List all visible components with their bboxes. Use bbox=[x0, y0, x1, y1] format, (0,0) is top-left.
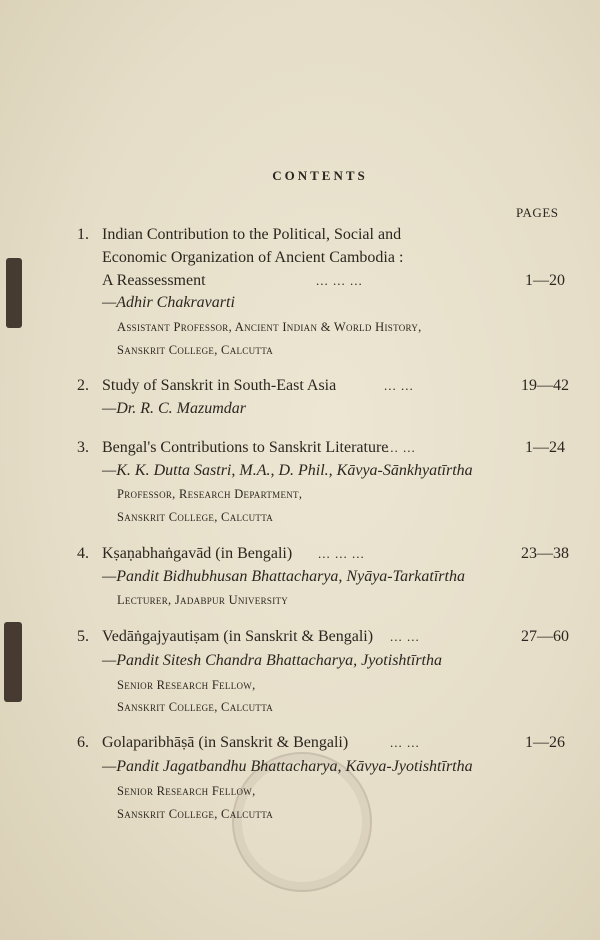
entry-pages: 19—42 bbox=[521, 377, 569, 394]
entry-pages: 23—38 bbox=[521, 545, 569, 562]
dot-leaders: ... ... bbox=[390, 735, 420, 750]
entry-author: —Dr. R. C. Mazumdar bbox=[102, 400, 247, 417]
entry-affiliation: Senior Research Fellow, bbox=[117, 784, 256, 798]
entry-number: 1. bbox=[77, 226, 89, 243]
entry-title: Indian Contribution to the Political, Social and bbox=[102, 226, 402, 243]
entry-pages: 27—60 bbox=[521, 628, 569, 645]
entry-title: Study of Sanskrit in South-East Asia bbox=[102, 377, 337, 394]
entry-author: —Pandit Jagatbandhu Bhattacharya, Kāvya-Jyotishtīrtha bbox=[102, 758, 473, 775]
entry-number: 2. bbox=[77, 377, 89, 394]
entry-affiliation: Senior Research Fellow, bbox=[117, 678, 256, 692]
entry-affiliation: Sanskrit College, Calcutta bbox=[117, 510, 274, 524]
entry-title: Bengal's Contributions to Sanskrit Literature bbox=[102, 439, 389, 456]
entry-affiliation: Sanskrit College, Calcutta bbox=[117, 807, 274, 821]
entry-affiliation: Assistant Professor, Ancient Indian & World History, bbox=[117, 320, 422, 334]
dot-leaders: ... ... bbox=[386, 440, 416, 455]
entry-title: Vedāṅgajyautiṣam (in Sanskrit & Bengali) bbox=[102, 628, 374, 645]
entry-pages: 1—26 bbox=[525, 734, 565, 751]
contents-heading: CONTENTS bbox=[272, 168, 368, 183]
entry-affiliation: Sanskrit College, Calcutta bbox=[117, 343, 274, 357]
entry-number: 5. bbox=[77, 628, 89, 645]
binding-damage-top bbox=[6, 258, 22, 328]
entry-author: —Adhir Chakravarti bbox=[102, 294, 235, 311]
entry-number: 4. bbox=[77, 545, 89, 562]
entry-affiliation: Sanskrit College, Calcutta bbox=[117, 700, 274, 714]
entry-author: —K. K. Dutta Sastri, M.A., D. Phil., Kāvya-Sānkhyatīrtha bbox=[102, 462, 473, 479]
entry-affiliation: Professor, Research Department, bbox=[117, 487, 303, 501]
entry-title: A Reassessment bbox=[102, 272, 206, 289]
entry-affiliation: Lecturer, Jadabpur University bbox=[117, 593, 289, 607]
pages-column-heading: PAGES bbox=[516, 205, 559, 220]
dot-leaders: ... ... bbox=[390, 629, 420, 644]
entry-title: Kṣaṇabhaṅgavād (in Bengali) bbox=[102, 545, 293, 562]
entry-number: 6. bbox=[77, 734, 89, 751]
entry-title: Golaparibhāṣā (in Sanskrit & Bengali) bbox=[102, 734, 349, 751]
dot-leaders: ... ... ... bbox=[318, 546, 365, 561]
entry-title: Economic Organization of Ancient Cambodia : bbox=[102, 249, 404, 266]
entry-number: 3. bbox=[77, 439, 89, 456]
entry-author: —Pandit Sitesh Chandra Bhattacharya, Jyotishtīrtha bbox=[102, 652, 442, 669]
entry-pages: 1—24 bbox=[525, 439, 565, 456]
dot-leaders: ... ... bbox=[384, 378, 414, 393]
dot-leaders: ... ... ... bbox=[316, 273, 363, 288]
binding-damage-bottom bbox=[4, 622, 22, 702]
entry-author: —Pandit Bidhubhusan Bhattacharya, Nyāya-Tarkatīrtha bbox=[102, 568, 465, 585]
entry-pages: 1—20 bbox=[525, 272, 565, 289]
